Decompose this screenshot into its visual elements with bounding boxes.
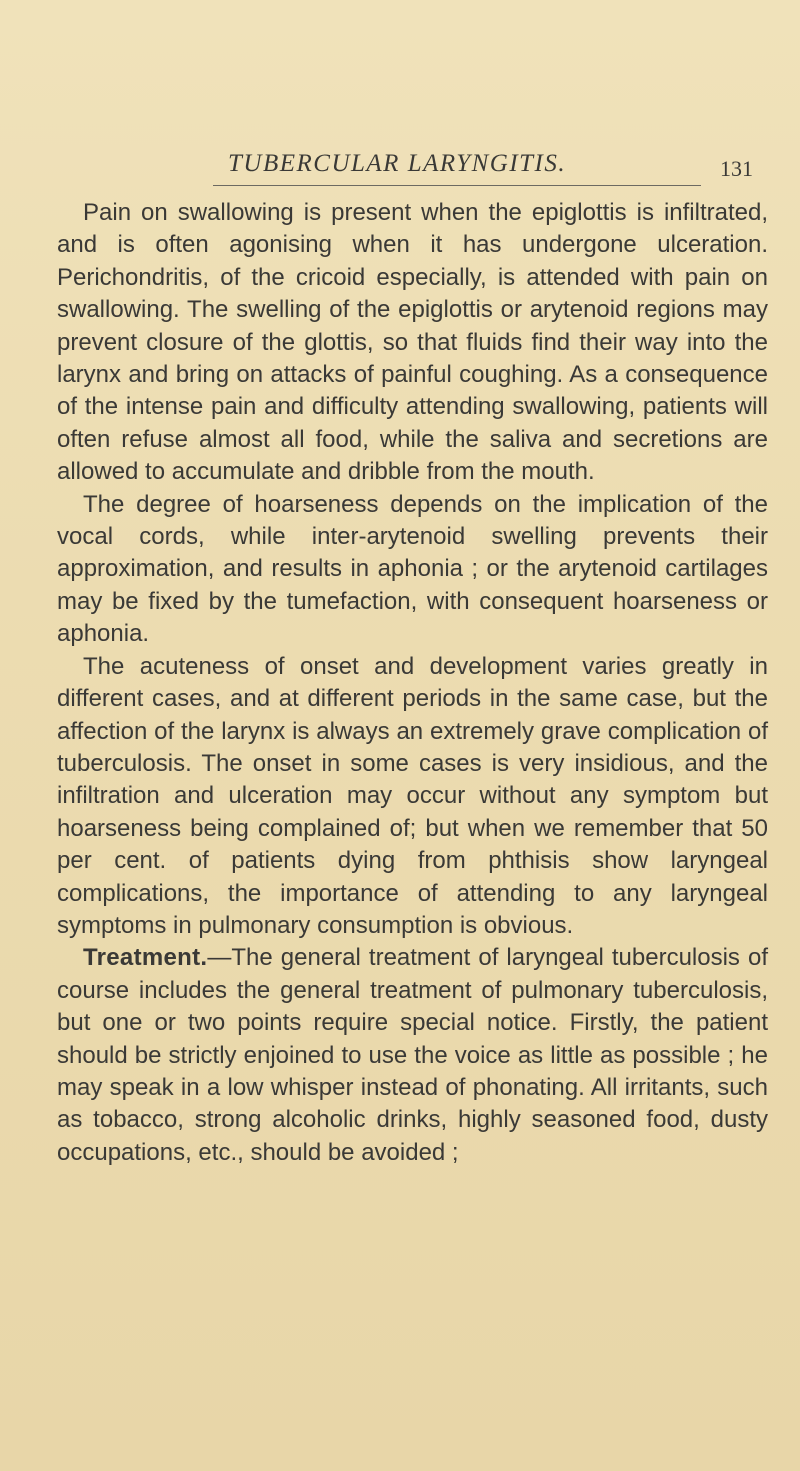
treatment-dash: — xyxy=(207,944,232,972)
body-text xyxy=(57,197,768,1169)
paragraph-acuteness-of-onset: The acuteness of onset and development varies greatly in different cases, and at different periods in the same case, but the affection of the larynx is always an extremely grave complication of tuberculosis. The onset in some cases is very insidious, and the infiltration and ulceration may occur without any symptom but hoarseness being complained of; but when we remember that 50 per cent. of patients dying from phthisis show laryngeal complications, the importance of attending to any laryngeal symptoms in pulmonary consumption is obvious. xyxy=(57,652,768,939)
header-rule xyxy=(213,185,701,186)
page-number: 131 xyxy=(720,156,753,181)
treatment-text: The general treatment of laryngeal tuberculosis of course includes the general treatment of pulmonary tuberculosis, but one or two points require special notice. Firstly, the patient should be strictly enjoined to use the voice as little as possible ; he may speak in a low whisper instead of phonating. All irritants, such as tobacco, strong alcoholic drinks, highly seasoned food, dusty occupations, etc., should be avoided ; xyxy=(57,944,768,1166)
running-title: TUBERCULAR LARYNGITIS. xyxy=(228,150,567,177)
treatment-heading: Treatment. xyxy=(83,944,208,972)
paragraph-treatment xyxy=(57,942,768,1169)
paragraph-hoarseness: The degree of hoarseness depends on the implication of the vocal cords, while inter-arytenoid swelling prevents their approximation, and results in aphonia ; or the arytenoid cartilages may be fixed by the tumefaction, with consequent hoarseness or aphonia. xyxy=(57,490,768,648)
running-head xyxy=(0,150,800,190)
paragraph-pain-on-swallowing: Pain on swallowing is present when the epiglottis is infiltrated, and is often agonising when it has undergone ulceration. Perichondritis, of the cricoid especially, is attended with pain on swallowing. The swelling of the epiglottis or arytenoid regions may prevent closure of the glottis, so that fluids find their way into the larynx and bring on attacks of painful coughing. As a consequence of the intense pain and difficulty attending swallowing, patients will often refuse almost all food, while the saliva and secretions are allowed to accumulate and dribble from the mouth. xyxy=(57,199,768,486)
